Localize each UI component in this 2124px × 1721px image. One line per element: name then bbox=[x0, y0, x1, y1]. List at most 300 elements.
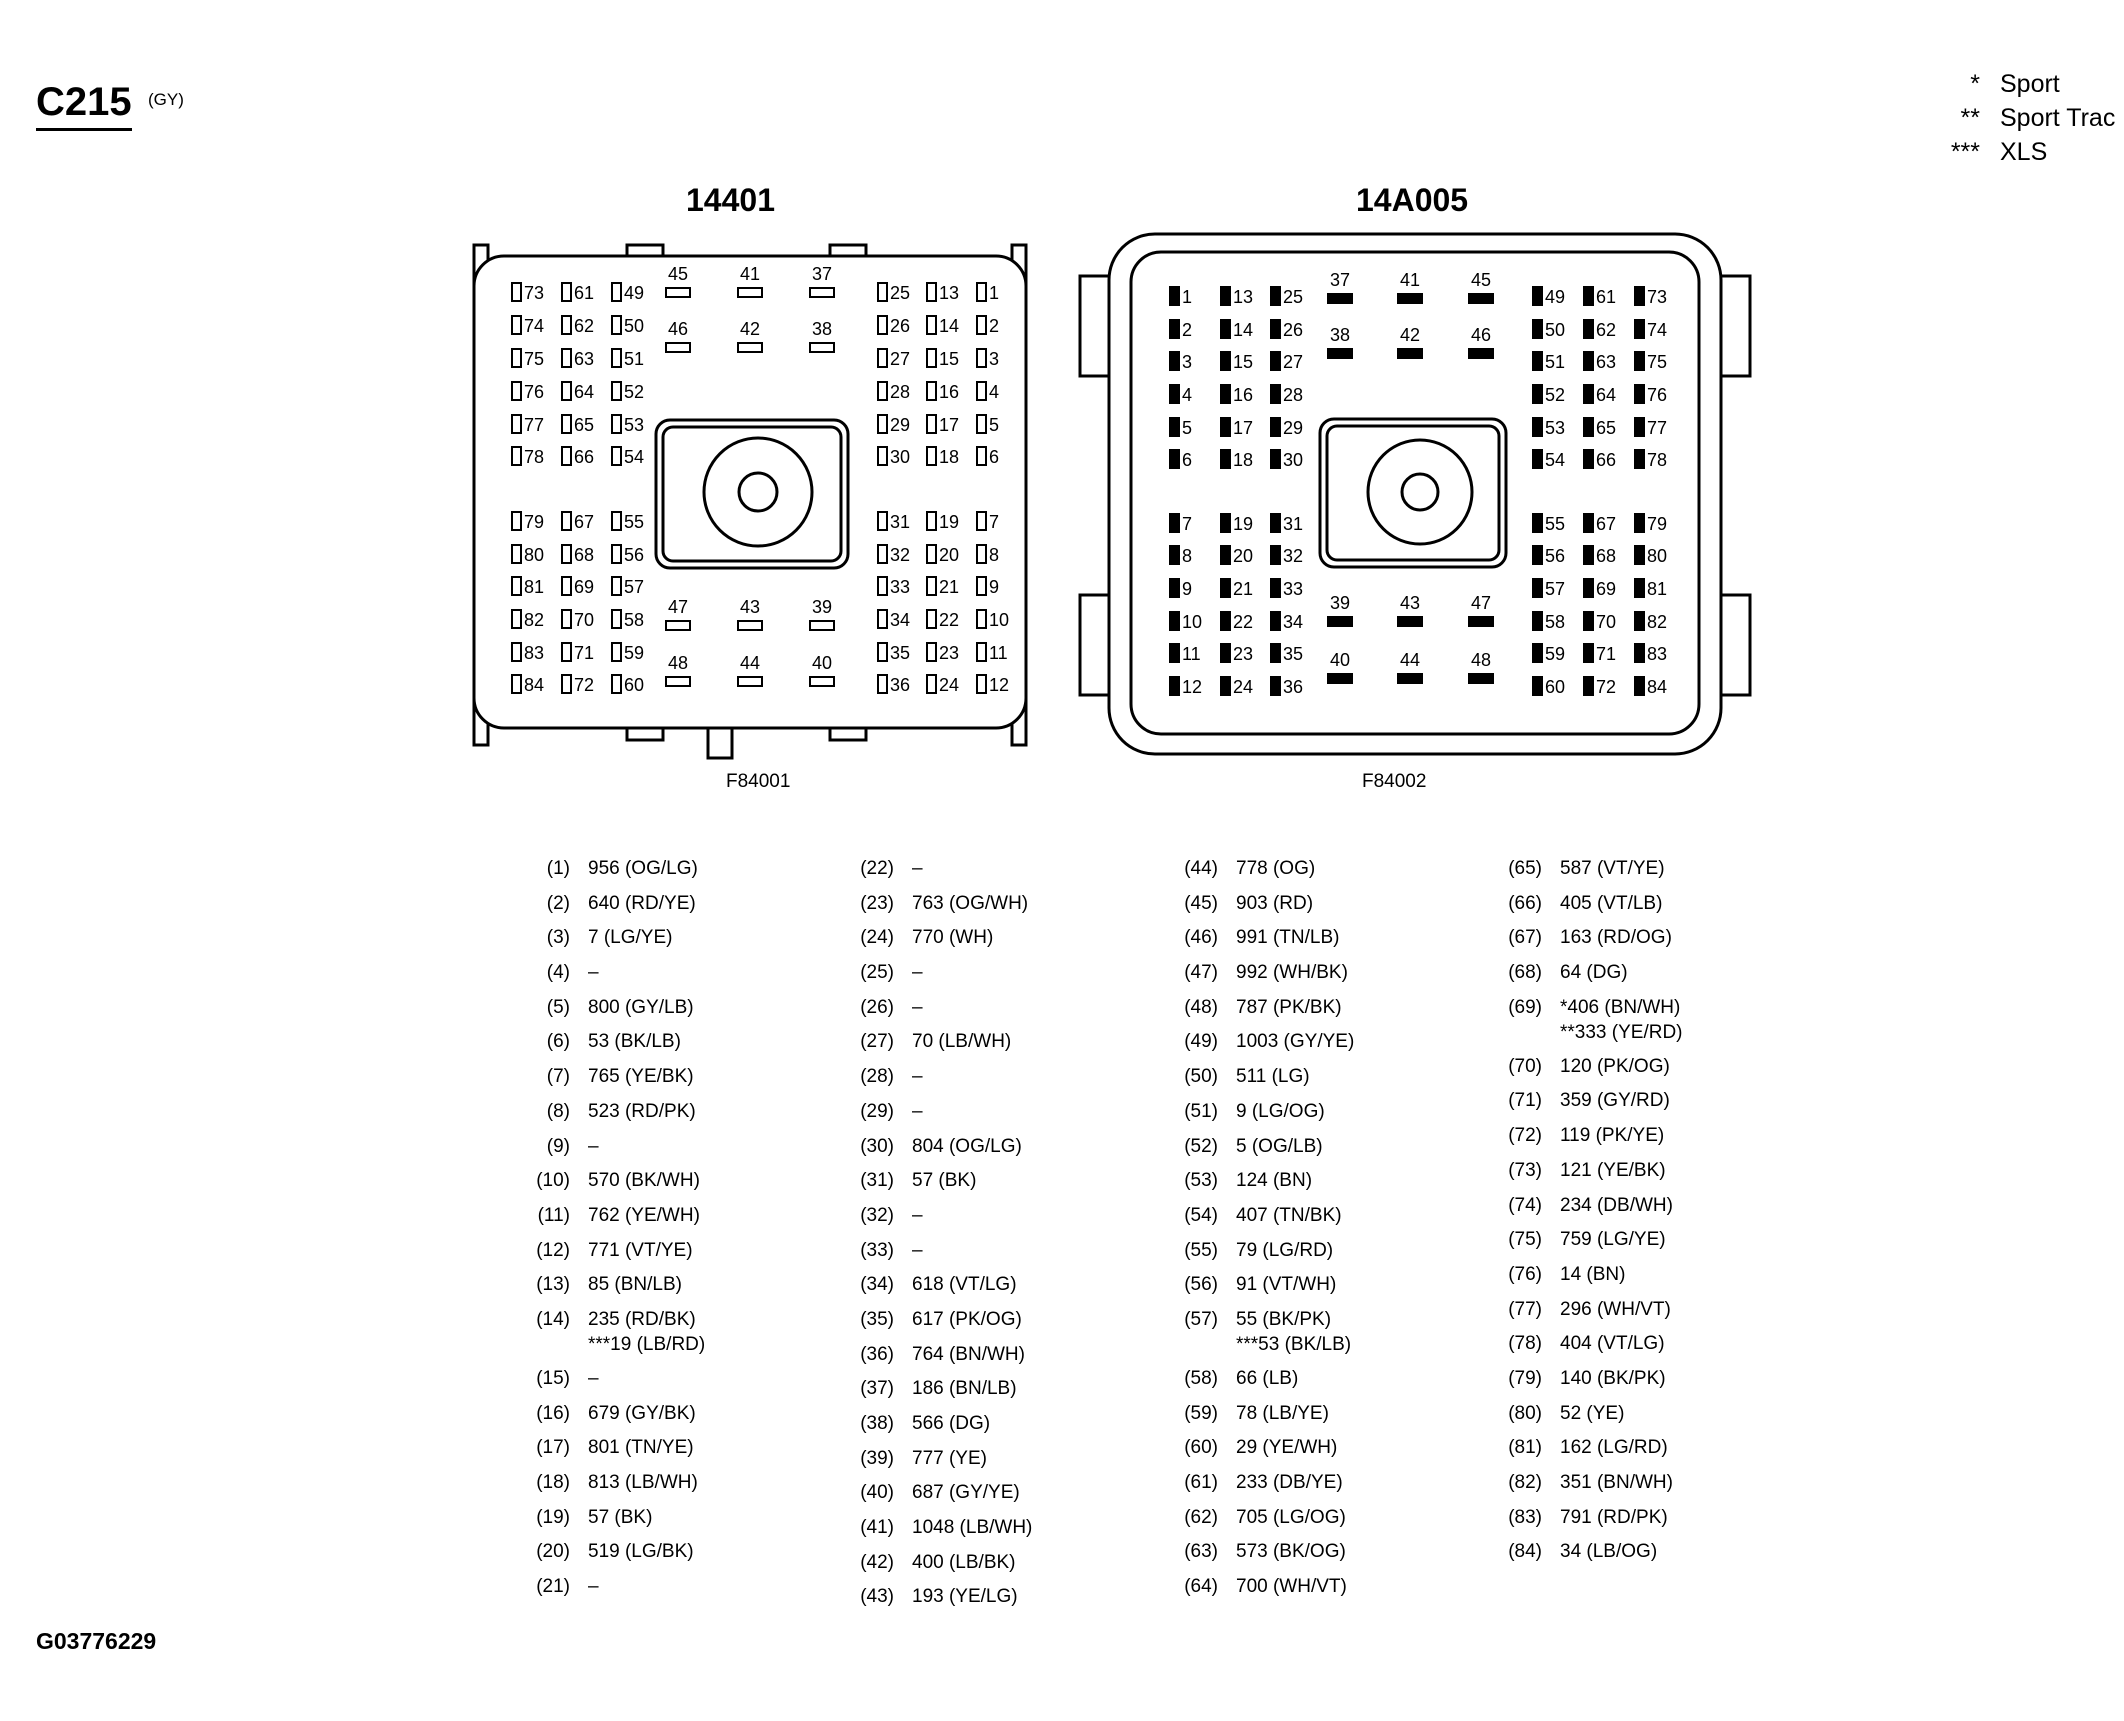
pin-number: (11) bbox=[537, 1204, 570, 1226]
cavity-label: 28 bbox=[1283, 385, 1304, 405]
wire-circuit: 992 (WH/BK) bbox=[1236, 962, 1348, 984]
connector-b-face-diagram bbox=[1075, 230, 1755, 770]
pin-table-row bbox=[1162, 858, 1432, 893]
wire-circuit: 763 (OG/WH) bbox=[912, 892, 1029, 914]
cavity bbox=[1328, 294, 1352, 303]
cavity bbox=[878, 577, 887, 595]
cavity bbox=[738, 677, 762, 686]
wire-circuit: 759 (LG/YE) bbox=[1560, 1229, 1666, 1251]
wire-circuit: 618 (VT/LG) bbox=[912, 1274, 1017, 1296]
wire-circuit: 29 (YE/WH) bbox=[1236, 1437, 1338, 1459]
pin-table-row bbox=[838, 1586, 1108, 1621]
cavity-label: 38 bbox=[1329, 325, 1351, 345]
pin-number: (74) bbox=[1508, 1194, 1542, 1216]
cavity bbox=[1221, 450, 1230, 468]
pin-number: (16) bbox=[536, 1402, 570, 1424]
cavity-label: 63 bbox=[1596, 352, 1617, 372]
cavity bbox=[878, 349, 887, 367]
pin-number: (84) bbox=[1508, 1541, 1542, 1563]
cavity bbox=[927, 283, 936, 301]
cavity-label: 76 bbox=[1647, 385, 1668, 405]
cavity-label: 75 bbox=[1647, 352, 1668, 372]
cavity-label: 34 bbox=[1283, 612, 1304, 632]
cavity-label: 45 bbox=[667, 264, 689, 284]
pin-table-row bbox=[838, 1517, 1108, 1552]
pin-number: (13) bbox=[536, 1274, 570, 1296]
cavity-label: 48 bbox=[1470, 650, 1492, 670]
cavity-label: 47 bbox=[1470, 593, 1492, 613]
cavity bbox=[666, 677, 690, 686]
pin-table-row bbox=[514, 1472, 784, 1507]
cavity bbox=[666, 621, 690, 630]
pin-table-row bbox=[1162, 997, 1432, 1032]
cavity bbox=[562, 316, 571, 334]
cavity-label: 7 bbox=[989, 512, 1000, 532]
wire-circuit: 186 (BN/LB) bbox=[912, 1378, 1017, 1400]
wire-circuit: 34 (LB/OG) bbox=[1560, 1541, 1658, 1563]
cavity-label: 52 bbox=[1545, 385, 1566, 405]
cavity bbox=[878, 447, 887, 465]
cavity bbox=[977, 577, 986, 595]
pin-number: (79) bbox=[1508, 1367, 1542, 1389]
cavity-label: 46 bbox=[1470, 325, 1492, 345]
wire-circuit: 57 (BK) bbox=[588, 1506, 653, 1528]
wire-circuit: 764 (BN/WH) bbox=[912, 1343, 1025, 1365]
cavity-label: 68 bbox=[574, 545, 595, 565]
cavity-label: 54 bbox=[624, 447, 645, 467]
cavity-label: 19 bbox=[939, 512, 960, 532]
wire-circuit: 163 (RD/OG) bbox=[1560, 927, 1672, 949]
cavity-label: 53 bbox=[624, 415, 645, 435]
cavity bbox=[1635, 677, 1644, 695]
cavity bbox=[1635, 579, 1644, 597]
cavity bbox=[878, 610, 887, 628]
cavity-label: 76 bbox=[524, 382, 545, 402]
pin-table-row bbox=[1486, 1472, 1756, 1507]
cavity bbox=[927, 415, 936, 433]
cavity bbox=[1635, 418, 1644, 436]
pin-number: (19) bbox=[536, 1506, 570, 1528]
cavity bbox=[977, 283, 986, 301]
wire-circuit: 566 (DG) bbox=[912, 1413, 991, 1434]
wire-circuit: 640 (RD/YE) bbox=[588, 892, 696, 914]
cavity-label: 50 bbox=[624, 316, 645, 336]
pin-number: (38) bbox=[860, 1413, 894, 1434]
pin-table-row bbox=[1162, 1101, 1432, 1136]
cavity-label: 43 bbox=[739, 597, 761, 617]
pin-table-row bbox=[838, 962, 1108, 997]
wire-circuit: 235 (RD/BK) bbox=[588, 1308, 696, 1330]
wire-circuit: 770 (WH) bbox=[912, 927, 994, 949]
cavity bbox=[1170, 418, 1179, 436]
cavity-label: 78 bbox=[1647, 450, 1668, 470]
pin-number: (8) bbox=[546, 1100, 570, 1122]
pin-number: (25) bbox=[860, 962, 894, 984]
cavity-label: 6 bbox=[989, 447, 1000, 467]
pin-number: (58) bbox=[1184, 1367, 1218, 1389]
cavity-label: 27 bbox=[1283, 352, 1304, 372]
pin-table-row bbox=[838, 1031, 1108, 1066]
pin-table-row bbox=[514, 1437, 784, 1472]
pin-number: (15) bbox=[536, 1367, 570, 1389]
cavity bbox=[512, 610, 521, 628]
cavity-label: 5 bbox=[989, 415, 1000, 435]
pin-table-row bbox=[1162, 962, 1432, 997]
cavity-label: 3 bbox=[1182, 352, 1193, 372]
pin-number: (80) bbox=[1508, 1402, 1542, 1424]
cavity-label: 77 bbox=[524, 415, 545, 435]
wire-circuit: 587 (VT/YE) bbox=[1560, 858, 1665, 879]
pin-table-row bbox=[514, 858, 784, 893]
cavity-label: 83 bbox=[1647, 644, 1668, 664]
cavity bbox=[1271, 450, 1280, 468]
pin-number: (56) bbox=[1184, 1274, 1218, 1296]
pin-table-row bbox=[514, 1368, 784, 1403]
cavity bbox=[1271, 320, 1280, 338]
cavity bbox=[927, 512, 936, 530]
pin-table-row bbox=[1486, 1264, 1756, 1299]
cavity-label: 39 bbox=[1329, 593, 1351, 613]
cavity bbox=[612, 316, 621, 334]
pin-number: (81) bbox=[1508, 1437, 1542, 1459]
cavity-label: 62 bbox=[574, 316, 595, 336]
cavity-label: 50 bbox=[1545, 320, 1566, 340]
cavity bbox=[1584, 546, 1593, 564]
cavity bbox=[512, 577, 521, 595]
pin-table-row bbox=[1162, 1368, 1432, 1403]
pin-number: (17) bbox=[536, 1437, 570, 1459]
cavity bbox=[612, 512, 621, 530]
cavity-label: 42 bbox=[1399, 325, 1421, 345]
wire-circuit: 351 (BN/WH) bbox=[1560, 1472, 1673, 1493]
cavity bbox=[1533, 546, 1542, 564]
cavity bbox=[1271, 418, 1280, 436]
cavity bbox=[562, 545, 571, 563]
cavity-label: 42 bbox=[739, 319, 761, 339]
cavity-label: 37 bbox=[1329, 270, 1351, 290]
wire-circuit: 617 (PK/OG) bbox=[912, 1308, 1022, 1330]
document-id: G03776229 bbox=[36, 1628, 157, 1654]
wire-circuit: 162 (LG/RD) bbox=[1560, 1437, 1668, 1459]
cavity bbox=[612, 545, 621, 563]
pin-table-row bbox=[514, 1274, 784, 1309]
pin-table-row bbox=[1486, 1368, 1756, 1403]
pin-table-row bbox=[838, 893, 1108, 928]
pin-number: (2) bbox=[546, 892, 570, 914]
pin-number: (65) bbox=[1508, 858, 1542, 879]
cavity bbox=[1584, 450, 1593, 468]
cavity bbox=[1584, 612, 1593, 630]
wire-circuit-alt: ***19 (LB/RD) bbox=[588, 1333, 706, 1355]
pin-number: (18) bbox=[536, 1472, 570, 1493]
cavity-label: 52 bbox=[624, 382, 645, 402]
wire-circuit: 52 (YE) bbox=[1560, 1402, 1625, 1424]
wire-circuit: 359 (GY/RD) bbox=[1560, 1090, 1670, 1112]
cavity bbox=[927, 349, 936, 367]
cavity-label: 51 bbox=[624, 349, 645, 369]
cavity bbox=[927, 447, 936, 465]
pin-number: (6) bbox=[546, 1031, 570, 1053]
cavity bbox=[666, 343, 690, 352]
cavity bbox=[1328, 349, 1352, 358]
wire-circuit: 573 (BK/OG) bbox=[1236, 1541, 1346, 1563]
cavity bbox=[1271, 352, 1280, 370]
cavity-label: 18 bbox=[1233, 450, 1254, 470]
pin-table-row bbox=[514, 1136, 784, 1171]
cavity-label: 84 bbox=[1647, 677, 1668, 697]
cavity-label: 11 bbox=[989, 643, 1008, 663]
pin-table-row bbox=[1486, 1507, 1756, 1542]
wire-circuit: 762 (YE/WH) bbox=[588, 1204, 700, 1226]
cavity-label: 29 bbox=[1283, 418, 1304, 438]
cavity bbox=[878, 545, 887, 563]
pin-number: (32) bbox=[860, 1204, 894, 1226]
pin-number: (55) bbox=[1184, 1239, 1218, 1261]
cavity-label: 31 bbox=[1283, 514, 1304, 534]
connector-id-title: C215 bbox=[36, 78, 132, 131]
cavity bbox=[1469, 674, 1493, 683]
pin-table-row bbox=[514, 1240, 784, 1275]
pin-table-row bbox=[838, 1448, 1108, 1483]
cavity-label: 1 bbox=[1182, 287, 1193, 307]
pin-table-row bbox=[1162, 1403, 1432, 1438]
pin-number: (60) bbox=[1184, 1437, 1218, 1459]
wire-circuit: 765 (YE/BK) bbox=[588, 1066, 694, 1088]
cavity bbox=[1170, 514, 1179, 532]
cavity bbox=[1271, 287, 1280, 305]
cavity bbox=[612, 577, 621, 595]
cavity-label: 63 bbox=[574, 349, 595, 369]
connector-a-face-diagram bbox=[460, 230, 1040, 770]
wire-circuit: 85 (BN/LB) bbox=[588, 1274, 682, 1296]
connector-color-code: (GY) bbox=[148, 90, 184, 109]
wire-circuit: – bbox=[912, 1239, 923, 1261]
cavity-label: 17 bbox=[939, 415, 960, 435]
pin-table-row bbox=[1162, 1136, 1432, 1171]
pin-number: (1) bbox=[546, 858, 570, 879]
cavity bbox=[1584, 418, 1593, 436]
wire-circuit: 1003 (GY/YE) bbox=[1236, 1031, 1355, 1053]
cavity bbox=[1221, 385, 1230, 403]
pin-table-row bbox=[1162, 1066, 1432, 1101]
cavity-label: 13 bbox=[1233, 287, 1254, 307]
pin-table-row bbox=[838, 997, 1108, 1032]
cavity bbox=[738, 621, 762, 630]
wire-circuit: 700 (WH/VT) bbox=[1236, 1576, 1347, 1598]
cavity-label: 31 bbox=[890, 512, 911, 532]
cavity bbox=[1328, 617, 1352, 626]
cavity bbox=[977, 512, 986, 530]
wire-circuit: 9 (LG/OG) bbox=[1236, 1100, 1325, 1122]
pin-number: (24) bbox=[860, 927, 894, 949]
wire-circuit: 14 (BN) bbox=[1560, 1263, 1626, 1285]
pin-number: (33) bbox=[860, 1239, 894, 1261]
cavity bbox=[1221, 418, 1230, 436]
cavity bbox=[977, 610, 986, 628]
cavity-label: 80 bbox=[524, 545, 545, 565]
pin-number: (26) bbox=[860, 996, 894, 1018]
pin-table-column bbox=[1162, 858, 1432, 1611]
cavity-label: 80 bbox=[1647, 546, 1668, 566]
cavity bbox=[1533, 612, 1542, 630]
cavity-label: 56 bbox=[1545, 546, 1566, 566]
pin-table-row bbox=[514, 893, 784, 928]
cavity-label: 33 bbox=[890, 577, 911, 597]
cavity-label: 58 bbox=[624, 610, 645, 630]
cavity bbox=[612, 447, 621, 465]
wire-circuit: 791 (RD/PK) bbox=[1560, 1506, 1668, 1528]
cavity bbox=[1635, 352, 1644, 370]
pin-table-row bbox=[514, 1507, 784, 1542]
cavity bbox=[1221, 644, 1230, 662]
wire-circuit: 771 (VT/YE) bbox=[588, 1239, 693, 1261]
cavity-label: 67 bbox=[1596, 514, 1617, 534]
pin-table-row bbox=[1486, 893, 1756, 928]
cavity bbox=[1635, 514, 1644, 532]
pin-table-row bbox=[838, 1205, 1108, 1240]
pin-number: (63) bbox=[1184, 1541, 1218, 1563]
cavity-label: 57 bbox=[624, 577, 645, 597]
cavity-label: 47 bbox=[667, 597, 689, 617]
cavity bbox=[512, 447, 521, 465]
cavity-label: 74 bbox=[1647, 320, 1668, 340]
cavity bbox=[1533, 450, 1542, 468]
pin-table-row bbox=[514, 1403, 784, 1438]
wire-circuit: 91 (VT/WH) bbox=[1236, 1274, 1337, 1296]
cavity bbox=[977, 675, 986, 693]
pin-table-row bbox=[514, 1170, 784, 1205]
cavity bbox=[1221, 677, 1230, 695]
cavity-label: 23 bbox=[939, 643, 960, 663]
cavity-label: 69 bbox=[574, 577, 595, 597]
pin-table-row bbox=[1486, 1195, 1756, 1230]
cavity bbox=[1469, 294, 1493, 303]
cavity bbox=[1271, 579, 1280, 597]
pin-number: (45) bbox=[1184, 892, 1218, 914]
pin-number: (68) bbox=[1508, 962, 1542, 984]
pin-table-row bbox=[1162, 1170, 1432, 1205]
wire-circuit: 1048 (LB/WH) bbox=[912, 1517, 1033, 1539]
pin-number: (10) bbox=[536, 1170, 570, 1192]
cavity-label: 79 bbox=[524, 512, 545, 532]
legend-item-sport-trac bbox=[1900, 104, 2116, 134]
cavity bbox=[1271, 677, 1280, 695]
cavity-label: 8 bbox=[1182, 546, 1193, 566]
cavity bbox=[1221, 612, 1230, 630]
wire-circuit: 407 (TN/BK) bbox=[1236, 1204, 1342, 1226]
pin-table-row bbox=[1162, 1437, 1432, 1472]
pin-number: (12) bbox=[536, 1239, 570, 1261]
cavity bbox=[810, 621, 834, 630]
cavity-label: 48 bbox=[667, 653, 689, 673]
cavity bbox=[512, 316, 521, 334]
cavity-label: 51 bbox=[1545, 352, 1566, 372]
pin-table-row bbox=[1162, 1274, 1432, 1309]
wire-circuit: – bbox=[588, 1367, 599, 1389]
cavity bbox=[1635, 450, 1644, 468]
cavity-label: 17 bbox=[1233, 418, 1254, 438]
cavity bbox=[1271, 612, 1280, 630]
cavity bbox=[738, 288, 762, 297]
legend-text: XLS bbox=[2000, 138, 2048, 166]
cavity-label: 81 bbox=[524, 577, 545, 597]
cavity bbox=[1398, 674, 1422, 683]
cavity bbox=[562, 577, 571, 595]
cavity bbox=[1170, 579, 1179, 597]
wire-circuit: 124 (BN) bbox=[1236, 1170, 1313, 1192]
cavity-label: 40 bbox=[1329, 650, 1351, 670]
cavity bbox=[612, 283, 621, 301]
pin-number: (73) bbox=[1508, 1159, 1542, 1181]
cavity bbox=[1533, 320, 1542, 338]
cavity bbox=[927, 675, 936, 693]
wire-circuit: 523 (RD/PK) bbox=[588, 1100, 696, 1122]
wire-circuit: 405 (VT/LB) bbox=[1560, 892, 1663, 914]
cavity bbox=[512, 545, 521, 563]
cavity bbox=[810, 677, 834, 686]
cavity-label: 14 bbox=[939, 316, 960, 336]
cavity bbox=[1328, 674, 1352, 683]
cavity-label: 30 bbox=[890, 447, 911, 467]
cavity bbox=[562, 643, 571, 661]
pin-table-row bbox=[514, 1309, 784, 1368]
cavity-label: 16 bbox=[939, 382, 960, 402]
wire-circuit: 804 (OG/LG) bbox=[912, 1135, 1022, 1157]
cavity bbox=[1533, 385, 1542, 403]
pin-table-row bbox=[514, 1031, 784, 1066]
cavity bbox=[562, 283, 571, 301]
cavity bbox=[1584, 514, 1593, 532]
cavity-label: 65 bbox=[574, 415, 595, 435]
pin-number: (35) bbox=[860, 1308, 894, 1330]
cavity-label: 16 bbox=[1233, 385, 1254, 405]
wire-circuit: – bbox=[588, 1135, 599, 1157]
cavity-label: 28 bbox=[890, 382, 911, 402]
cavity bbox=[1170, 287, 1179, 305]
pin-number: (53) bbox=[1184, 1170, 1218, 1192]
cavity bbox=[612, 415, 621, 433]
cavity-label: 21 bbox=[1233, 579, 1254, 599]
cavity-label: 69 bbox=[1596, 579, 1617, 599]
pin-number: (30) bbox=[860, 1135, 894, 1157]
pin-number: (61) bbox=[1184, 1472, 1218, 1493]
pin-table-row bbox=[838, 1482, 1108, 1517]
cavity bbox=[1398, 349, 1422, 358]
connector-b-title: 14A005 bbox=[1356, 182, 1469, 218]
cavity-label: 66 bbox=[1596, 450, 1617, 470]
wire-circuit: 705 (LG/OG) bbox=[1236, 1506, 1346, 1528]
cavity bbox=[977, 447, 986, 465]
cavity bbox=[562, 447, 571, 465]
connector-a-figure-id: F84001 bbox=[726, 771, 791, 792]
cavity bbox=[927, 382, 936, 400]
cavity bbox=[562, 382, 571, 400]
cavity bbox=[612, 349, 621, 367]
cavity-label: 14 bbox=[1233, 320, 1254, 340]
cavity bbox=[1635, 546, 1644, 564]
pin-table-column bbox=[838, 858, 1108, 1621]
pin-number: (22) bbox=[860, 858, 894, 879]
cavity bbox=[927, 316, 936, 334]
wire-circuit: 511 (LG) bbox=[1236, 1066, 1310, 1088]
wire-circuit: 7 (LG/YE) bbox=[588, 927, 673, 949]
cavity-label: 59 bbox=[624, 643, 645, 663]
pin-number: (20) bbox=[536, 1541, 570, 1563]
cavity-label: 55 bbox=[1545, 514, 1566, 534]
cavity bbox=[1533, 644, 1542, 662]
pin-table-row bbox=[1486, 1125, 1756, 1160]
cavity-label: 35 bbox=[890, 643, 911, 663]
